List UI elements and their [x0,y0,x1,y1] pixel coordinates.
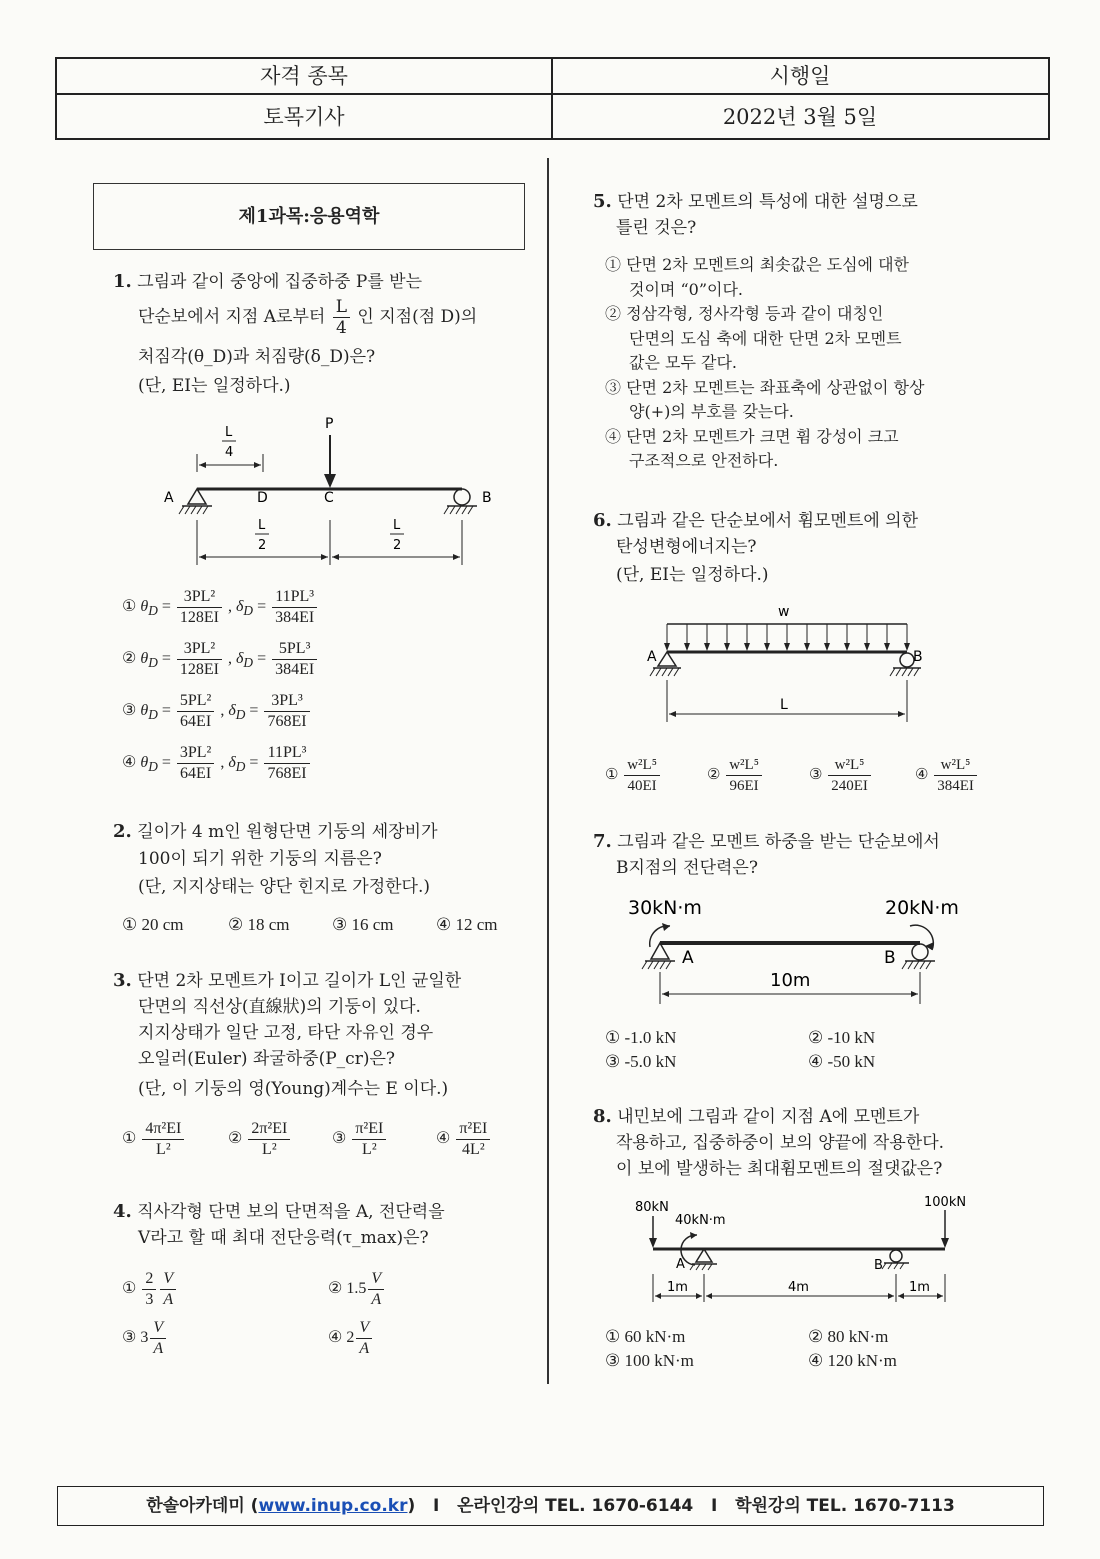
q3-line4: 오일러(Euler) 좌굴하중(P_cr)은? [138,1049,395,1069]
denominator: 384EI [937,778,974,794]
q1-number: 1. [113,271,132,292]
denominator: A [359,1340,370,1357]
denominator: 40EI [627,778,657,794]
q6-number: 6. [593,510,612,531]
denominator: 4L² [462,1141,485,1158]
numerator: V [150,1318,166,1339]
roller-support-icon [454,489,470,505]
choice-number: ③ [122,1329,137,1347]
label-w: w [778,604,790,620]
choice-item[interactable]: ② 18 cm [228,915,290,934]
numerator: 2 [142,1269,156,1290]
choice-item[interactable]: ③ $\theta_D$ = $\frac{\text{5PL²}}{64EI}$ , $\delta_D$ = $\frac{\text{3PL³}}{768EI}$ [122,691,319,743]
choice-number: ④ [122,754,137,772]
choice-text: ① 단면 2차 모멘트의 최솟값은 도심에 대한 [605,255,909,274]
choice-item[interactable] [605,376,924,425]
q5-line2: 틀린 것은? [616,218,697,238]
denominator: A [153,1340,164,1357]
q6-choices [605,755,1045,796]
numerator: 3PL² [177,743,214,764]
q4-choice-3[interactable] [122,1318,168,1359]
q1-text: 단순보에서 지점 A로부터 [138,307,326,327]
moment-B-label: 20kN·m [885,897,959,919]
q8-text: 내민보에 그림과 같이 지점 A에 모멘트가 [617,1107,920,1127]
dim-label: 4 [225,445,234,460]
q1-text: 인 지점(점 D)의 [357,307,478,327]
choice-number: ④ [328,1329,343,1347]
choice-number: ① [122,1280,137,1298]
denominator: A [163,1291,174,1308]
denominator: 96EI [729,778,759,794]
dim-label: L [258,518,266,533]
q6-text: 그림과 같은 단순보에서 휨모멘트에 의한 [617,511,918,531]
choice-item[interactable]: ③ 100 kN·m [605,1351,694,1370]
q4-choice-4[interactable] [328,1318,374,1359]
choice-text: 값은 모두 같다. [629,353,737,372]
dim-label: 2 [393,538,402,553]
choice-item[interactable] [605,253,924,302]
numerator: 5PL² [177,691,214,712]
exam-subject: 토목기사 [263,105,345,129]
q8-beam-figure [625,1190,985,1305]
moment-label: 40kN·m [675,1213,726,1228]
fraction [333,297,350,338]
q4-number: 4. [113,1201,132,1222]
label-A: A [164,490,174,506]
arrowhead [904,643,910,651]
column-divider [547,158,549,1384]
denominator: 384EI [275,609,315,626]
denominator: 768EI [267,765,307,782]
choice-item[interactable] [915,755,979,796]
numerator: 11PL³ [272,587,317,608]
choice-item[interactable]: ② 80 kN·m [808,1327,889,1346]
denominator: L² [156,1141,171,1158]
denominator: L² [362,1141,377,1158]
q5-number: 5. [593,191,612,212]
q1-line1 [113,268,422,296]
choice-item[interactable]: ② $\theta_D$ = $\frac{\text{3PL²}}{128EI}$ , $\delta_D$ = $\frac{\text{5PL³}}{384EI}$ [122,639,319,691]
choice-text: 양(+)의 부호를 갖는다. [629,402,794,421]
q6-line1 [593,507,918,535]
numerator: w²L⁵ [624,755,660,776]
numerator: 4π²EI [142,1119,184,1140]
q8-number: 8. [593,1106,612,1127]
choice-item[interactable]: ① $\theta_D$ = $\frac{\text{3PL²}}{128EI}$ , $\delta_D$ = $\frac{\text{11PL³}}{384EI}$ [122,587,319,639]
numerator: 3PL² [177,587,222,608]
q2-line1 [113,818,438,846]
numerator: 2π²EI [248,1119,290,1140]
q3-choices [122,1119,542,1160]
q3-text: 단면 2차 모멘트가 I이고 길이가 L인 균일한 [137,971,462,991]
choice-item[interactable]: ④ $\theta_D$ = $\frac{\text{3PL²}}{64EI}$ , $\delta_D$ = $\frac{\text{11PL³}}{768EI}$ [122,743,319,795]
arrowhead [864,643,870,651]
header-col2-label: 시행일 [769,64,831,88]
q2-choices [122,913,542,937]
numerator: V [356,1318,372,1339]
q7-line2: B지점의 전단력은? [616,858,758,878]
choice-item[interactable] [707,755,809,796]
arrowhead [704,643,710,651]
choice-number: ① [122,598,137,616]
choice-number: ④ [436,1130,451,1148]
choice-item[interactable]: ① 20 cm [122,915,184,934]
table-divider [57,93,1048,95]
choice-number: ③ [122,702,137,720]
choice-number: ② [707,766,721,783]
arrowhead [764,643,770,651]
q5-choices [605,253,924,474]
choice-item[interactable] [605,755,707,796]
q3-number: 3. [113,970,132,991]
denominator: 128EI [179,661,219,678]
arrowhead [804,643,810,651]
q2-line2: 100이 되기 위한 기둥의 지름은? [138,849,382,869]
pin-support-icon [696,1249,712,1262]
choice-number: ③ [332,1130,347,1148]
footer-text [58,1487,1043,1525]
distributed-load-arrows [664,624,910,651]
q7-line1 [593,828,940,856]
label-C: C [324,490,334,506]
choice-text: 단면의 도심 축에 대한 단면 2차 모멘트 [629,328,902,348]
arrowhead [784,643,790,651]
q4-choice-1[interactable] [122,1269,178,1310]
q3-line5: (단, 이 기둥의 영(Young)계수는 E 이다.) [138,1079,449,1099]
denominator: 64EI [180,713,212,730]
choice-number: ① [605,766,619,783]
denominator: 64EI [180,765,212,782]
q1-choices [122,587,319,795]
q4-line1 [113,1198,445,1226]
exam-header-table [55,57,1050,140]
arrowhead [684,643,690,651]
choice-item[interactable] [809,755,915,796]
q3-line3: 지지상태가 일단 고정, 타단 자유인 경우 [138,1023,434,1043]
pin-support-icon [188,489,206,504]
arrowhead [724,643,730,651]
choice-item[interactable]: ④ -50 kN [808,1052,876,1071]
dim-label: L [393,518,401,533]
q8-line2: 작용하고, 집중하중이 보의 양끝에 작용한다. [616,1133,945,1153]
choice-item[interactable]: ④ 12 cm [436,915,498,934]
coefficient: 2 [346,1329,355,1347]
q3-line1 [113,967,461,995]
choice-text: ③ 단면 2차 모멘트는 좌표축에 상관없이 항상 [605,377,925,397]
choice-item[interactable] [122,1119,228,1160]
choice-text: 구조적으로 안전하다. [629,451,779,470]
q1-beam-figure [160,410,510,575]
roller-support-icon [900,653,914,667]
exam-date: 2022년 3월 5일 [722,105,878,129]
load-80kN-label: 80kN [635,1200,669,1215]
choice-item[interactable]: ③ 16 cm [332,915,394,934]
numerator: 3PL² [177,639,222,660]
choice-item[interactable] [332,1119,436,1160]
label-B: B [913,649,923,665]
subject-title: 제1과목:응용역학 [238,206,380,227]
footer-box [57,1486,1044,1526]
load-100kN-label: 100kN [924,1195,967,1210]
q3-line2: 단면의 직선상(直線狀)의 기둥이 있다. [138,997,421,1017]
numerator: w²L⁵ [934,755,977,776]
dim-label: 2 [258,538,267,553]
roller-support-icon [912,944,928,960]
label-D: D [257,490,268,506]
label-A: A [647,649,657,665]
numerator: w²L⁵ [828,755,871,776]
q4-text: 직사각형 단면 보의 단면적을 A, 전단력을 [137,1202,445,1222]
numerator: π²EI [456,1119,490,1140]
q5-text: 단면 2차 모멘트의 특성에 대한 설명으로 [617,192,918,212]
choice-number: ③ [809,766,823,783]
q8-line3: 이 보에 발생하는 최대휨모멘트의 절댓값은? [616,1159,943,1179]
q1-line2 [138,297,477,338]
choice-number: ④ [915,766,929,783]
q2-line3: (단, 지지상태는 양단 힌지로 가정한다.) [138,877,431,897]
arrowhead [824,643,830,651]
label-A: A [676,1257,685,1272]
choice-item[interactable] [605,425,924,474]
choice-item[interactable] [605,302,924,376]
numerator: 5PL³ [272,639,317,660]
span-label: 10m [770,970,811,991]
footer-website-link[interactable]: www.inup.co.kr [258,1496,408,1516]
q1-line3: 처짐각(θ_D)과 처짐량(δ_D)은? [138,347,376,367]
coefficient: 1.5 [346,1280,367,1298]
q7-text: 그림과 같은 모멘트 하중을 받는 단순보에서 [617,832,940,852]
roller-support-icon [890,1250,902,1262]
numerator: V [160,1269,176,1290]
q8-line1 [593,1103,919,1131]
label-A: A [682,948,694,968]
choice-item[interactable]: ① -1.0 kN [605,1028,677,1047]
choice-number: ① [122,1130,137,1148]
label-B: B [874,1258,883,1273]
footer-contact: ) I 온라인강의 TEL. 1670-6144 I 학원강의 TEL. 1670-7113 [407,1496,955,1516]
choice-item[interactable]: ④ 120 kN·m [808,1351,897,1370]
choice-text: 것이며 “0”이다. [629,279,743,299]
choice-item[interactable] [436,1119,492,1160]
q6-line3: (단, EI는 일정하다.) [616,565,769,585]
arrowhead [844,643,850,651]
q5-line1 [593,188,918,216]
header-col1-label: 자격 종목 [260,64,348,88]
q1-line4: (단, EI는 일정하다.) [138,376,291,396]
q7-beam-figure [620,890,970,1010]
denominator: 768EI [267,713,307,730]
numerator: 11PL³ [264,743,309,764]
numerator: w²L⁵ [726,755,762,776]
choice-item[interactable]: ① 60 kN·m [605,1327,686,1346]
choice-number: ② [228,1130,243,1148]
choice-number: ② [328,1280,343,1298]
q6-beam-figure [640,600,930,730]
dim-label: 1m [909,1280,930,1295]
q1-text: 그림과 같이 중앙에 집중하중 P를 받는 [137,272,422,292]
choice-item[interactable] [228,1119,332,1160]
denominator: 3 [145,1291,154,1308]
footer-academy: 한솔아카데미 ( [146,1496,259,1516]
denominator: 4 [335,318,347,338]
numerator: V [368,1269,384,1290]
q6-line2: 탄성변형에너지는? [616,537,757,557]
denominator: A [371,1291,382,1308]
denominator: 384EI [275,661,315,678]
choice-item[interactable]: ② -10 kN [808,1028,876,1047]
choice-text: ② 정삼각형, 정사각형 등과 같이 대칭인 [605,304,884,323]
label-B: B [482,490,492,506]
q4-choice-2[interactable] [328,1269,386,1310]
label-B: B [884,948,896,968]
label-L: L [780,697,788,713]
numerator: L [333,297,350,318]
numerator: π²EI [352,1119,386,1140]
denominator: 240EI [831,778,868,794]
subject-title-box [93,183,525,250]
choice-text: ④ 단면 2차 모멘트가 크면 휨 강성이 크고 [605,426,899,446]
arrowhead [884,643,890,651]
dim-label: 4m [788,1280,809,1295]
q7-number: 7. [593,831,612,852]
label-P: P [325,416,334,432]
dim-label: 1m [667,1280,688,1295]
denominator: 128EI [179,609,219,626]
q4-line2: V라고 할 때 최대 전단응력(τ_max)은? [138,1228,429,1248]
pin-support-icon [651,943,669,959]
arrowhead [664,643,670,651]
q2-text: 길이가 4 m인 원형단면 기둥의 세장비가 [137,822,438,842]
choice-item[interactable]: ③ -5.0 kN [605,1052,677,1071]
q2-number: 2. [113,821,132,842]
moment-A-label: 30kN·m [628,897,702,919]
denominator: L² [262,1141,277,1158]
choice-number: ② [122,650,137,668]
dim-label: L [225,425,233,440]
coefficient: 3 [140,1329,149,1347]
numerator: 3PL³ [264,691,309,712]
arrowhead [744,643,750,651]
pin-support-icon [658,652,676,666]
